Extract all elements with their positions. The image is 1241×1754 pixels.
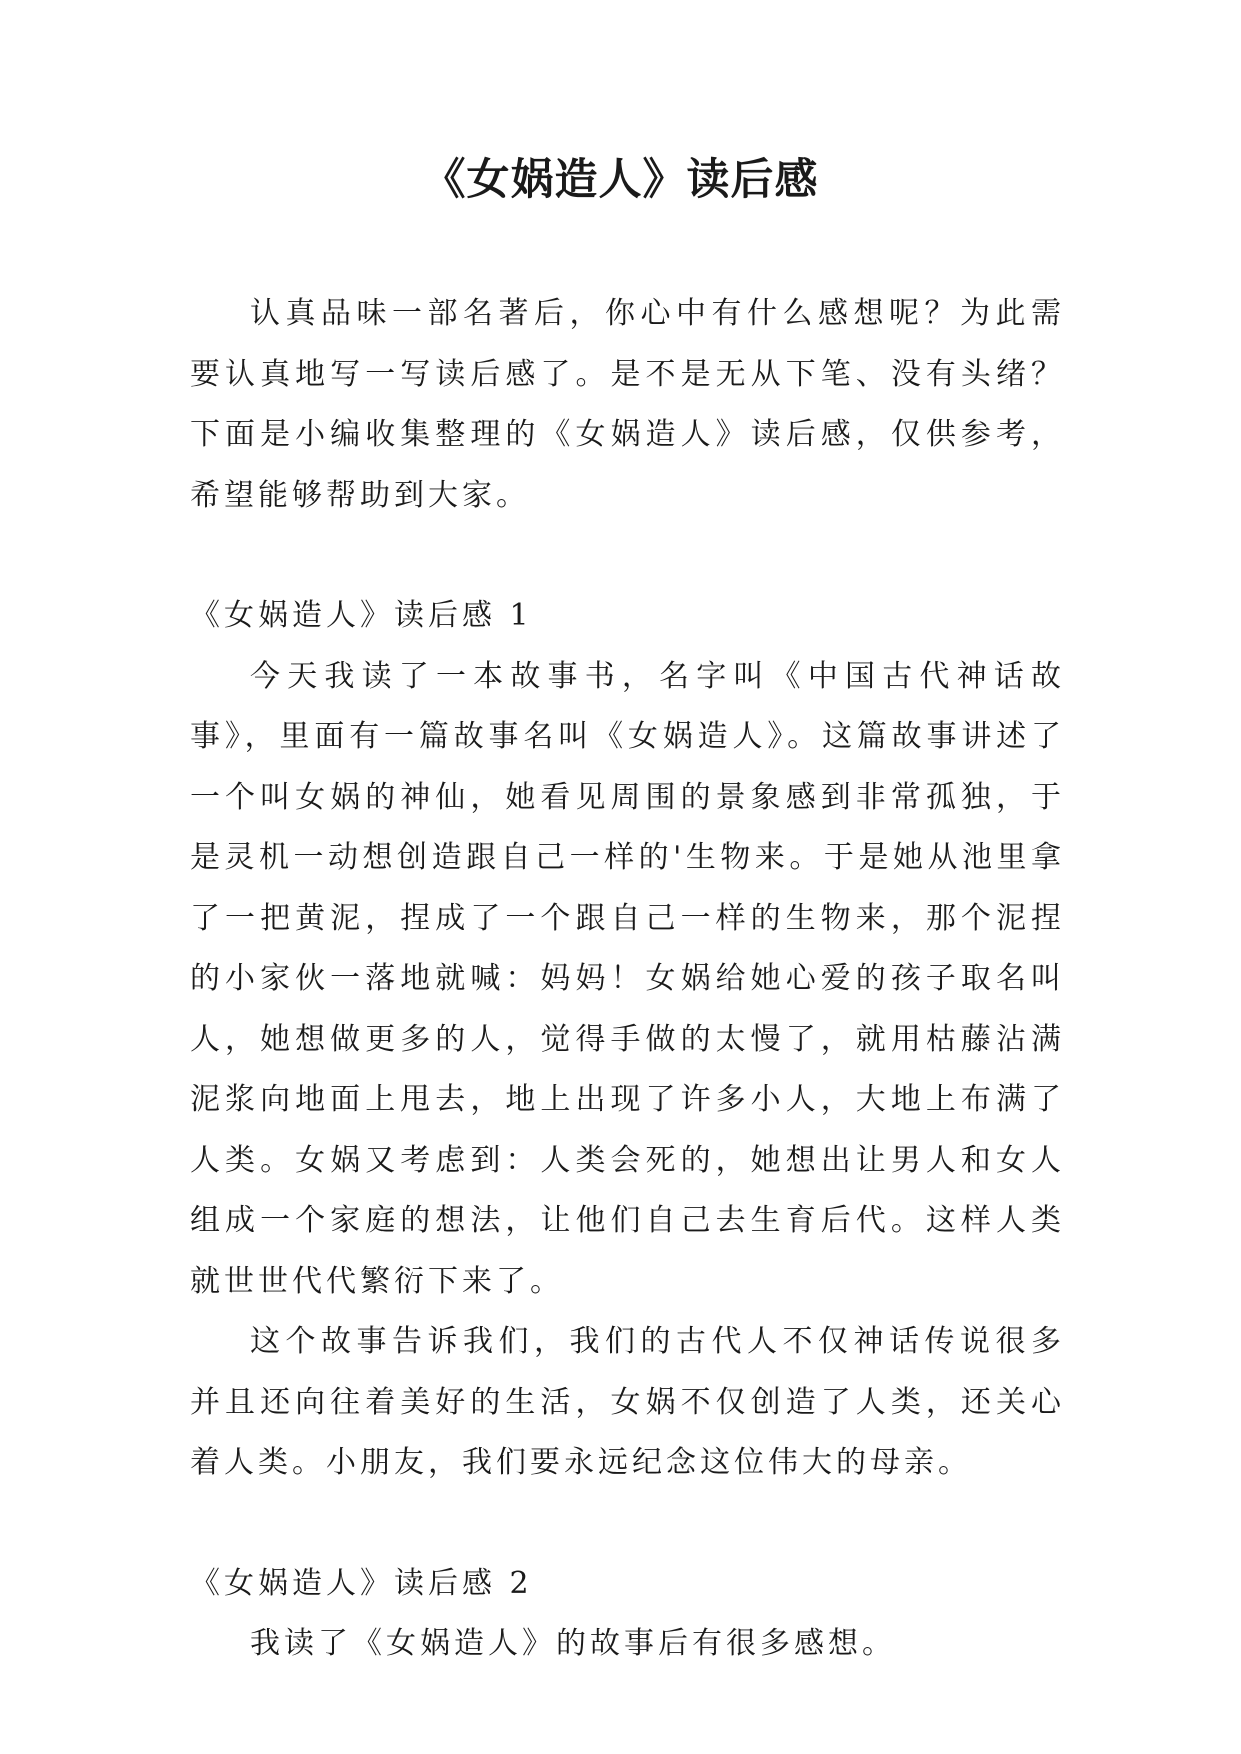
- section-gap: [190, 1494, 1065, 1554]
- intro-paragraph: 认真品味一部名著后，你心中有什么感想呢？为此需要认真地写一写读后感了。是不是无从下笔、没有头绪？下面是小编收集整理的《女娲造人》读后感，仅供参考，希望能够帮助到大家。: [190, 296, 1065, 513]
- section-1-paragraph-1: 今天我读了一本故事书，名字叫《中国古代神话故事》，里面有一篇故事名叫《女娲造人》。这篇故事讲述了一个叫女娲的神仙，她看见周围的景象感到非常孤独，于是灵机一动想创造跟自己一样的'生物来。于是她从池里拿了一把黄泥，捏成了一个跟自己一样的生物来，那个泥捏的小家伙一落地就喊：妈妈！女娲给她心爱的孩子取名叫人，她想做更多的人，觉得手做的太慢了，就用枯藤沾满泥浆向地面上甩去，地上出现了许多小人，大地上布满了人类。女娲又考虑到：人类会死的，她想出让男人和女人组成一个家庭的想法，让他们自己去生育后代。这样人类就世世代代繁衍下来了。: [190, 658, 1065, 1299]
- section-2-paragraph-1: 我读了《女娲造人》的故事后有很多感想。: [250, 1626, 896, 1661]
- section-1-paragraph-2: 这个故事告诉我们，我们的古代人不仅神话传说很多并且还向往着美好的生活，女娲不仅创造了人类，还关心着人类。小朋友，我们要永远纪念这位伟大的母亲。: [190, 1324, 1065, 1480]
- section-heading-1: 《女娲造人》读后感 1: [190, 598, 533, 633]
- section-heading-2: 《女娲造人》读后感 2: [190, 1565, 533, 1601]
- document-title: 《女娲造人》读后感: [422, 155, 819, 205]
- section-gap: [190, 526, 1065, 586]
- document-body: [190, 284, 1065, 1675]
